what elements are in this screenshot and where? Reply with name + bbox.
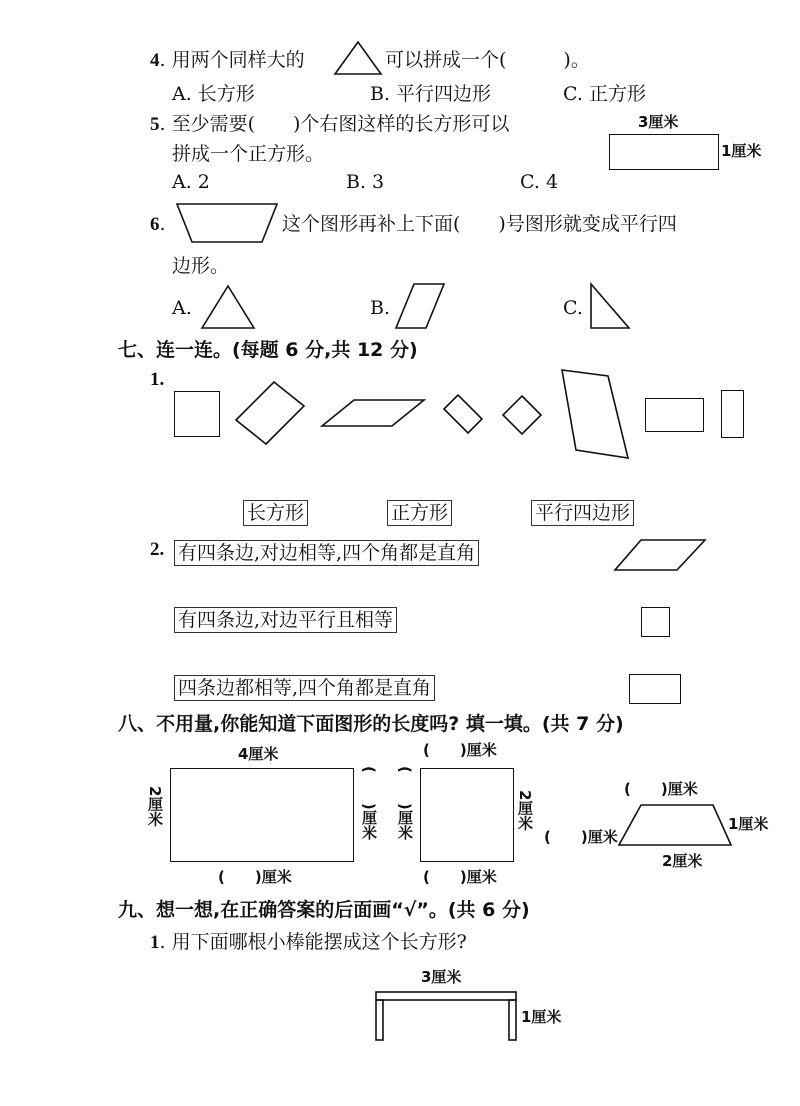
s8-square-left-label: ( )厘米 — [396, 766, 414, 840]
q5-option-b: B. 3 — [346, 171, 385, 193]
q4-triangle-icon — [333, 40, 383, 76]
q5-option-a: A. 2 — [172, 171, 210, 193]
s7-q2-square — [641, 607, 670, 637]
s7-q2-parallelogram — [613, 538, 707, 572]
q5-rect-side-label: 1厘米 — [721, 142, 762, 160]
q5-line2: 拼成一个正方形。 — [172, 143, 325, 165]
s9-q1-number: 1 — [150, 932, 160, 953]
s7-shape-parallelogram-1 — [320, 398, 426, 428]
s9-frame-top-label: 3厘米 — [421, 968, 462, 986]
s8-para-bottom-label: 2厘米 — [662, 852, 703, 870]
s8-para-right-label: 1厘米 — [728, 815, 769, 833]
s7-label-square[interactable]: 正方形 — [387, 500, 452, 526]
s7-desc-square[interactable]: 四条边都相等,四个角都是直角 — [174, 675, 435, 701]
q4-option-a: A. 长方形 — [172, 83, 255, 105]
s9-frame-side-label: 1厘米 — [521, 1008, 562, 1026]
q5-line1 — [150, 112, 509, 137]
q6-text: 这个图形再补上下面( )号图形就变成平行四 — [282, 213, 677, 235]
s8-square-right-label: 2厘米 — [516, 790, 534, 831]
q4-text-before: . 用两个同样大的 — [159, 49, 305, 71]
section7-q2-number: 2. — [150, 539, 165, 560]
s7-label-rectangle[interactable]: 长方形 — [243, 500, 308, 526]
q5-text: . 至少需要( )个右图这样的长方形可以 — [159, 113, 510, 135]
s7-shape-tilted-square — [501, 394, 543, 436]
s8-para-left-label: ( )厘米 — [544, 828, 618, 846]
q6-option-b: B. — [370, 297, 391, 319]
s7-shape-rectangle-tall — [721, 390, 744, 438]
s8-square-bottom-label: ( )厘米 — [423, 868, 497, 886]
s8-rect-right-label: ( )厘米 — [360, 766, 378, 840]
q6-option-c: C. — [563, 297, 583, 319]
q5-number: 5 — [150, 114, 160, 135]
q6-option-b-parallelogram-icon — [394, 282, 446, 330]
s8-rectangle — [170, 768, 354, 862]
q6-number: 6 — [150, 214, 160, 235]
s9-q1-line — [150, 930, 467, 955]
q4-number: 4 — [150, 50, 160, 71]
s8-rect-left-label: 2厘米 — [146, 786, 164, 827]
s7-shape-tilted-rectangle — [234, 380, 306, 446]
q4-option-b: B. 平行四边形 — [370, 83, 492, 105]
s8-para-top-label: ( )厘米 — [624, 780, 698, 798]
s9-q1-text: . 用下面哪根小棒能摆成这个长方形? — [159, 931, 467, 953]
q5-option-c: C. 4 — [520, 171, 559, 193]
s8-rect-top-label: 4厘米 — [238, 745, 279, 763]
q4-text-after: 可以拼成一个( )。 — [385, 49, 590, 71]
s9-stick-frame — [374, 990, 518, 1042]
s7-desc-parallelogram[interactable]: 有四条边,对边平行且相等 — [174, 607, 397, 633]
s7-shape-rectangle-wide — [645, 398, 704, 432]
s7-label-parallelogram[interactable]: 平行四边形 — [531, 500, 634, 526]
s8-rect-bottom-label: ( )厘米 — [218, 868, 292, 886]
s7-q2-rectangle — [629, 674, 681, 704]
q4-line — [150, 48, 305, 73]
section8-title: 八、不用量,你能知道下面图形的长度吗? 填一填。(共 7 分) — [118, 713, 624, 735]
q5-rectangle — [609, 134, 719, 170]
q6-dot: . — [159, 213, 166, 235]
s7-shape-tilted-small-rectangle — [442, 393, 484, 435]
q4-option-c: C. 正方形 — [563, 83, 646, 105]
q6-option-a-triangle-icon — [200, 284, 256, 330]
s7-shape-tall-parallelogram — [560, 368, 630, 460]
q6-number-line — [150, 212, 166, 237]
s8-square-top-label: ( )厘米 — [423, 741, 497, 759]
q6-trapezoid-icon — [175, 202, 279, 244]
q6-option-c-right-triangle-icon — [589, 282, 631, 330]
q6-line2: 边形。 — [172, 255, 230, 277]
section9-title: 九、想一想,在正确答案的后面画“√”。(共 6 分) — [118, 899, 530, 921]
s7-shape-square-1 — [174, 391, 220, 437]
s7-desc-rectangle[interactable]: 有四条边,对边相等,四个角都是直角 — [174, 540, 479, 566]
q5-rect-top-label: 3厘米 — [638, 113, 679, 131]
section7-title: 七、连一连。(每题 6 分,共 12 分) — [118, 339, 418, 361]
q6-option-a: A. — [172, 297, 192, 319]
s8-square — [420, 768, 514, 862]
s8-parallelogram — [617, 803, 733, 847]
section7-q1-number: 1. — [150, 369, 165, 390]
